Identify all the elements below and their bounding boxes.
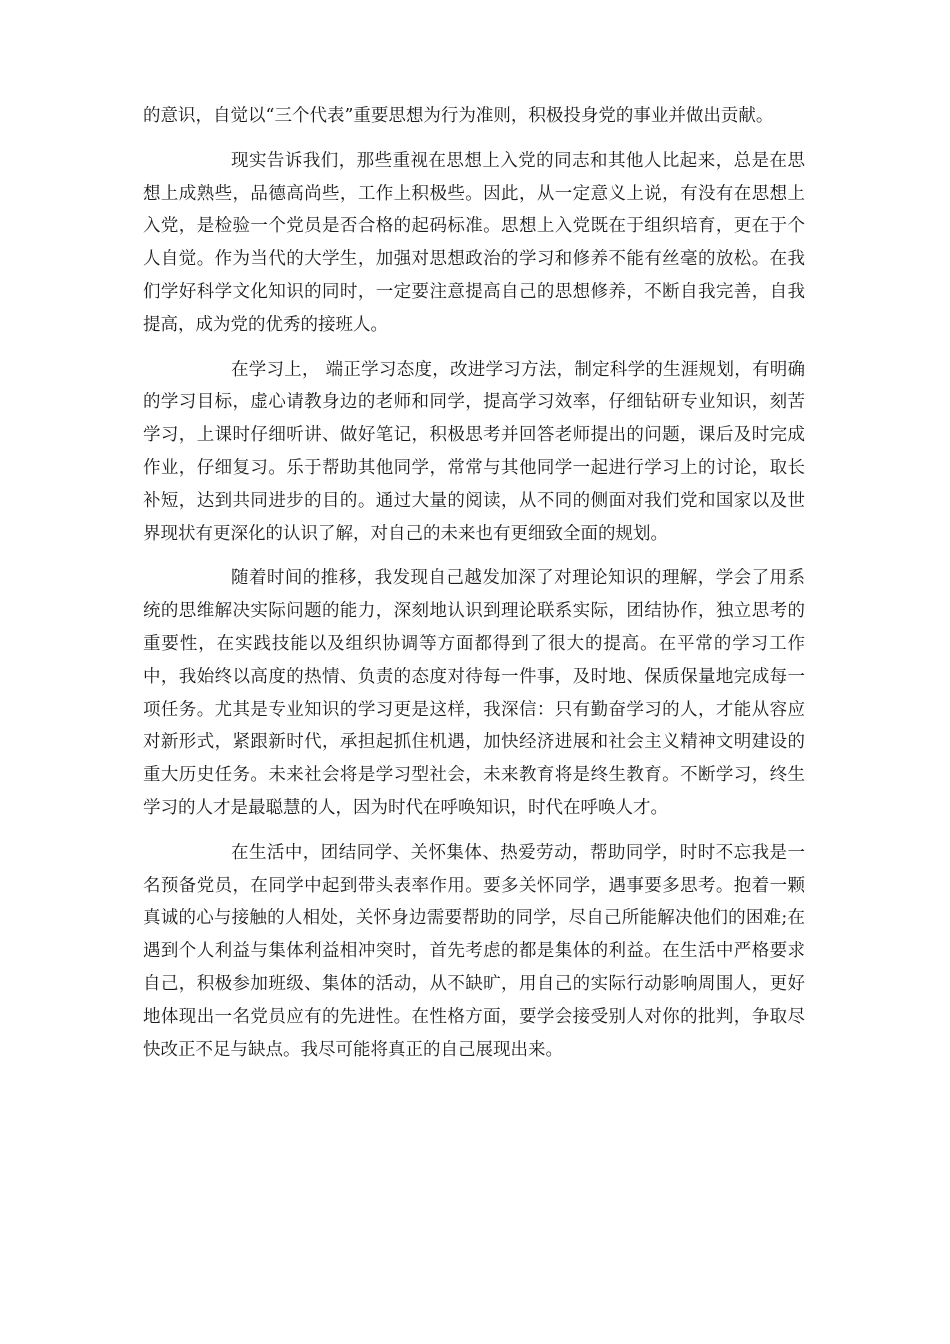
paragraph-ideological-membership: 现实告诉我们，那些重视在思想上入党的同志和其他人比起来，总是在思想上成熟些，品德高尚些，工作上积极些。因此，从一定意义上说，有没有在思想上入党，是检验一个党员是否合格的起码标准。思想上入党既在于组织培育，更在于个人自觉。作为当代的大学生，加强对思想政治的学习和修养不能有丝毫的放松。在我们学好科学文化知识的同时，一定要注意提高自己的思想修养，不断自我完善，自我提高，成为党的优秀的接班人。 [143, 150, 805, 335]
document-page [143, 100, 805, 1078]
paragraph-study: 在学习上， 端正学习态度，改进学习方法，制定科学的生涯规划，有明确的学习目标，虚心请教身边的老师和同学，提高学习效率，仔细钻研专业知识，刻苦学习，上课时仔细听讲、做好笔记，积极思考并回答老师提出的问题，课后及时完成作业，仔细复习。乐于帮助其他同学，常常与其他同学一起进行学习上的讨论，取长补短，达到共同进步的目的。通过大量的阅读，从不同的侧面对我们党和国家以及世界现状有更深化的认识了解，对自己的未来也有更细致全面的规划。 [143, 359, 805, 544]
paragraph-continued: 的意识，自觉以“三个代表”重要思想为行为准则，积极投身党的事业并做出贡献。 [143, 106, 774, 126]
paragraph-progress: 随着时间的推移，我发现自己越发加深了对理论知识的理解，学会了用系统的思维解决实际问题的能力，深刻地认识到理论联系实际，团结协作，独立思考的重要性，在实践技能以及组织协调等方面都得到了很大的提高。在平常的学习工作中，我始终以高度的热情、负责的态度对待每一件事，及时地、保质保量地完成每一项任务。尤其是专业知识的学习更是这样，我深信：只有勤奋学习的人，才能从容应对新形式，紧跟新时代，承担起抓住机遇，加快经济进展和社会主义精神文明建设的重大历史任务。未来社会将是学习型社会，未来教育将是终生教育。不断学习，终生学习的人才是最聪慧的人，因为时代在呼唤知识，时代在呼唤人才。 [143, 568, 805, 818]
paragraph-life: 在生活中，团结同学、关怀集体、热爱劳动，帮助同学，时时不忘我是一名预备党员，在同学中起到带头表率作用。要多关怀同学，遇事要多思考。抱着一颗真诚的心与接触的人相处，关怀身边需要帮助的同学，尽自己所能解决他们的困难;在遇到个人利益与集体利益相冲突时，首先考虑的都是集体的利益。在生活中严格要求自己，积极参加班级、集体的活动，从不缺旷，用自己的实际行动影响周围人，更好地体现出一名党员应有的先进性。在性格方面，要学会接受别人对你的批判，争取尽快改正不足与缺点。我尽可能将真正的自己展现出来。 [143, 842, 805, 1060]
